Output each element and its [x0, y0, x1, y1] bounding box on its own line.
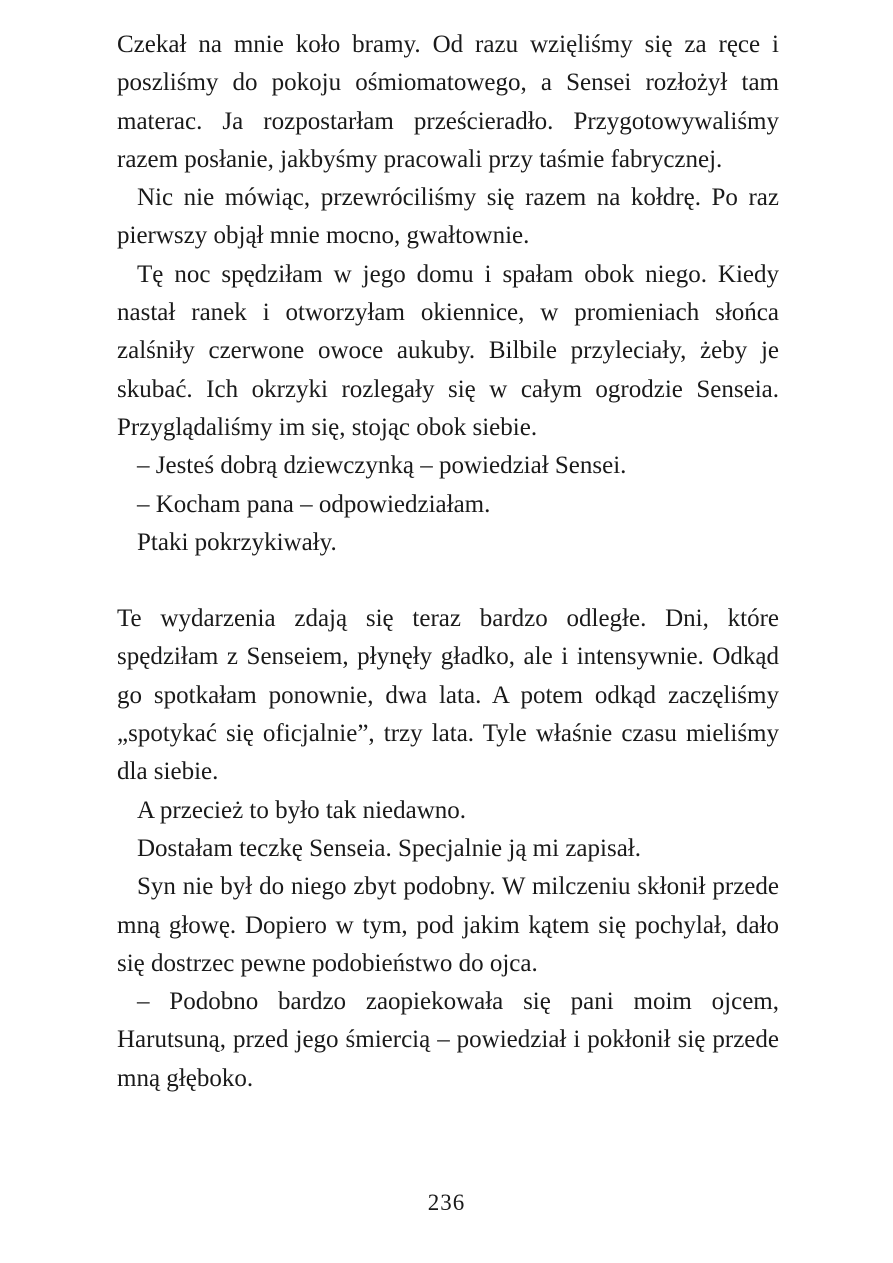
paragraph: A przecież to było tak niedawno.	[137, 796, 467, 824]
section-1	[117, 26, 779, 562]
book-page	[117, 26, 779, 1098]
paragraph: Te wydarzenia zdają się teraz bardzo odległe. Dni, które spędziłam z Senseiem, płynęły gładko, ale i intensywnie. Odkąd go spotkałam ponownie, dwa lata. A potem odkąd zaczęliśmy „spotykać się oficjalnie”, trzy lata. Tyle właśnie czasu mieliśmy dla siebie.	[117, 605, 779, 786]
paragraph: Syn nie był do niego zbyt podobny. W milczeniu skłonił przede mną głowę. Dopiero w tym, pod jakim kątem się pochylał, dało się dostrzec pewne podobieństwo do ojca.	[117, 873, 779, 977]
dialogue-line: – Podobno bardzo zaopiekowała się pani moim ojcem, Harutsuną, przed jego śmiercią – powiedział i pokłonił się przede mną głęboko.	[117, 988, 779, 1092]
section-break	[117, 562, 779, 600]
paragraph: Czekał na mnie koło bramy. Od razu wzięliśmy się za ręce i poszliśmy do pokoju ośmiomatowego, a Sensei rozłożył tam materac. Ja rozpostarłam prześcieradło. Przygotowywaliśmy razem posłanie, jakbyśmy pracowali przy taśmie fabrycznej.	[117, 31, 779, 173]
page-number: 236	[427, 1190, 466, 1215]
dialogue-line: – Kocham pana – odpowiedziałam.	[137, 490, 491, 518]
paragraph: Dostałam teczkę Senseia. Specjalnie ją mi zapisał.	[137, 834, 641, 862]
paragraph: Ptaki pokrzykiwały.	[137, 528, 337, 556]
section-2	[117, 600, 779, 1098]
dialogue-line: – Jesteś dobrą dziewczynką – powiedział Sensei.	[137, 452, 627, 480]
paragraph: Tę noc spędziłam w jego domu i spałam obok niego. Kiedy nastał ranek i otworzyłam okiennice, w promieniach słońca zalśniły czerwone owoce aukuby. Bilbile przyleciały, żeby je skubać. Ich okrzyki rozlegały się w całym ogrodzie Senseia. Przyglądaliśmy im się, stojąc obok siebie.	[117, 260, 779, 441]
paragraph: Nic nie mówiąc, przewróciliśmy się razem na kołdrę. Po raz pierwszy objął mnie mocno, gwałtownie.	[117, 184, 779, 250]
